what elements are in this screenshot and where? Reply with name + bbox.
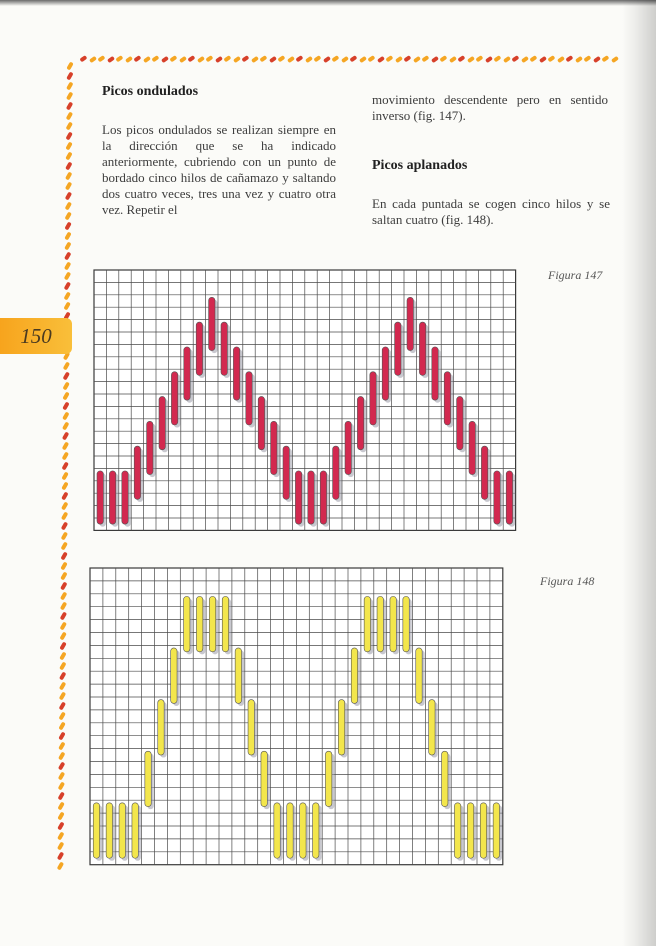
rope-segment xyxy=(64,262,71,271)
rope-segment xyxy=(79,55,87,62)
page-gutter-shadow xyxy=(622,0,656,946)
stitch xyxy=(338,700,344,755)
rope-segment xyxy=(583,55,591,62)
figure-148-grid xyxy=(90,568,503,865)
rope-segment xyxy=(66,122,73,131)
stitch xyxy=(467,803,473,858)
rope-segment xyxy=(421,55,429,62)
rope-segment xyxy=(65,142,72,151)
stitch xyxy=(222,596,228,651)
rope-segment xyxy=(529,55,537,62)
rope-segment xyxy=(277,55,285,62)
stitch xyxy=(370,372,376,425)
rope-segment xyxy=(60,592,67,601)
stitch xyxy=(419,322,425,375)
stitch xyxy=(432,347,438,400)
rope-segment xyxy=(59,692,66,701)
stitch xyxy=(258,396,264,449)
rope-segment xyxy=(313,55,321,62)
stitch xyxy=(209,297,215,350)
stitch xyxy=(457,396,463,449)
rope-border-left xyxy=(57,62,74,871)
rope-segment xyxy=(62,452,69,461)
stitch xyxy=(377,596,383,651)
stitch xyxy=(271,421,277,474)
rope-segment xyxy=(60,582,67,591)
rope-segment xyxy=(65,182,72,191)
rope-segment xyxy=(59,642,66,651)
page-number-tab xyxy=(0,318,72,354)
rope-segment xyxy=(60,622,67,631)
rope-segment xyxy=(547,55,555,62)
rope-segment xyxy=(62,442,69,451)
rope-segment xyxy=(58,792,65,801)
rope-segment xyxy=(467,56,475,63)
rope-segment xyxy=(169,55,177,62)
stitch xyxy=(333,446,339,499)
stitch xyxy=(469,421,475,474)
rope-segment xyxy=(58,752,65,761)
rope-segment xyxy=(62,412,69,421)
stitch xyxy=(246,372,252,425)
rope-segment xyxy=(341,56,349,63)
rope-segment xyxy=(151,55,159,62)
rope-segment xyxy=(143,56,151,63)
stitch xyxy=(93,803,99,858)
stitch xyxy=(454,803,460,858)
stitch xyxy=(235,648,241,703)
stitch xyxy=(132,803,138,858)
figure-147-caption: Figura 147 xyxy=(548,268,603,282)
rope-segment xyxy=(66,112,73,121)
rope-segment xyxy=(97,55,105,62)
rope-segment xyxy=(58,742,65,751)
rope-segment xyxy=(63,302,70,311)
stitch xyxy=(429,700,435,755)
rope-segment xyxy=(60,562,67,571)
rope-segment xyxy=(57,842,64,851)
stitch xyxy=(184,347,190,400)
paragraph-continuation: movimiento descendente pero en sentido inverso (fig. 147). xyxy=(372,92,608,123)
stitch xyxy=(494,471,500,524)
rope-segment xyxy=(107,56,115,63)
rope-segment xyxy=(575,56,583,63)
rope-segment xyxy=(57,802,64,811)
stitch xyxy=(506,471,512,524)
stitch xyxy=(480,803,486,858)
rope-segment xyxy=(62,392,69,401)
stitch xyxy=(184,596,190,651)
stitch xyxy=(325,751,331,806)
rope-segment xyxy=(377,56,385,63)
rope-segment xyxy=(241,55,249,62)
stitch xyxy=(313,803,319,858)
rope-segment xyxy=(593,56,601,63)
rope-segment xyxy=(59,682,66,691)
stitch xyxy=(145,751,151,806)
rope-segment xyxy=(115,55,123,62)
stitch xyxy=(357,396,363,449)
stitch xyxy=(416,648,422,703)
rope-segment xyxy=(59,652,66,661)
rope-segment xyxy=(58,772,65,781)
rope-segment xyxy=(295,55,303,62)
stitch xyxy=(320,471,326,524)
rope-segment xyxy=(66,82,73,91)
paragraph-picos-aplanados: En cada puntada se cogen cinco hilos y se saltan cuatro (fig. 148). xyxy=(372,196,610,227)
stitch xyxy=(444,372,450,425)
rope-segment xyxy=(59,672,66,681)
rope-segment xyxy=(57,832,64,841)
rope-segment xyxy=(64,232,71,241)
stitch xyxy=(274,803,280,858)
rope-segment xyxy=(57,812,64,821)
rope-segment xyxy=(64,242,71,251)
rope-segment xyxy=(61,472,68,481)
rope-segment xyxy=(385,55,393,62)
rope-segment xyxy=(413,56,421,63)
rope-segment xyxy=(57,822,64,831)
rope-segment xyxy=(331,55,339,62)
stitch xyxy=(97,471,103,524)
rope-segment xyxy=(187,55,195,62)
rope-segment xyxy=(89,56,97,63)
paragraph-picos-ondulados: Los picos ondulados se realizan siempre en la dirección que se ha indicado anteriormente, cubriendo con un punto de bordado cinco hilos de cañamazo y saltando dos cuatro veces, tres una vez y cuatro otra vez. Repetir el xyxy=(102,122,336,217)
stitch xyxy=(481,446,487,499)
rope-segment xyxy=(58,712,65,721)
rope-segment xyxy=(133,55,141,62)
rope-segment xyxy=(179,56,187,63)
rope-segment xyxy=(64,282,71,291)
rope-segment xyxy=(61,532,68,541)
stitch xyxy=(171,648,177,703)
stitch xyxy=(134,446,140,499)
rope-segment xyxy=(58,782,65,791)
rope-segment xyxy=(66,62,73,71)
rope-segment xyxy=(64,222,71,231)
rope-segment xyxy=(503,56,511,63)
rope-segment xyxy=(61,482,68,491)
rope-segment xyxy=(305,56,313,63)
stitch xyxy=(395,322,401,375)
page-number: 150 xyxy=(20,324,52,348)
rope-segment xyxy=(323,56,331,63)
figure-147-canvas xyxy=(92,266,518,548)
section-heading-picos-ondulados: Picos ondulados xyxy=(102,84,199,99)
rope-segment xyxy=(251,56,259,63)
rope-segment xyxy=(61,492,68,501)
stitch xyxy=(390,596,396,651)
rope-segment xyxy=(565,55,573,62)
rope-segment xyxy=(63,362,70,371)
stitch xyxy=(159,396,165,449)
stitch xyxy=(295,471,301,524)
rope-segment xyxy=(61,502,68,511)
rope-segment xyxy=(64,212,71,221)
rope-segment xyxy=(485,56,493,63)
rope-segment xyxy=(57,852,64,861)
rope-segment xyxy=(161,56,169,63)
rope-segment xyxy=(511,55,519,62)
rope-segment xyxy=(197,56,205,63)
stitch xyxy=(109,471,115,524)
stitch xyxy=(171,372,177,425)
rope-segment xyxy=(66,92,73,101)
stitch xyxy=(407,297,413,350)
rope-segment xyxy=(62,382,69,391)
rope-segment xyxy=(58,722,65,731)
rope-segment xyxy=(65,192,72,201)
rope-segment xyxy=(349,55,357,62)
rope-segment xyxy=(539,56,547,63)
rope-segment xyxy=(64,252,71,261)
stitch xyxy=(196,596,202,651)
stitch xyxy=(248,700,254,755)
rope-segment xyxy=(493,55,501,62)
rope-segment xyxy=(65,162,72,171)
rope-segment xyxy=(65,172,72,181)
stitch xyxy=(493,803,499,858)
stitch xyxy=(261,751,267,806)
rope-segment xyxy=(60,552,67,561)
stitch xyxy=(196,322,202,375)
rope-segment xyxy=(611,56,619,63)
rope-segment xyxy=(65,202,72,211)
rope-segment xyxy=(62,422,69,431)
rope-segment xyxy=(449,56,457,63)
stitch xyxy=(287,803,293,858)
stitch xyxy=(221,322,227,375)
rope-segment xyxy=(65,152,72,161)
rope-segment xyxy=(59,702,66,711)
rope-segment xyxy=(59,662,66,671)
rope-segment xyxy=(215,56,223,63)
stitch xyxy=(283,446,289,499)
rope-segment xyxy=(63,372,70,381)
rope-segment xyxy=(287,56,295,63)
rope-segment xyxy=(439,55,447,62)
rope-segment xyxy=(205,55,213,62)
rope-segment xyxy=(66,72,73,81)
rope-segment xyxy=(66,102,73,111)
rope-segment xyxy=(64,292,71,301)
stitch xyxy=(122,471,128,524)
rope-segment xyxy=(61,462,68,471)
rope-segment xyxy=(57,862,64,871)
stitch xyxy=(308,471,314,524)
stitch xyxy=(106,803,112,858)
rope-border-top xyxy=(79,55,619,63)
rope-segment xyxy=(601,55,609,62)
rope-segment xyxy=(233,56,241,63)
stitch xyxy=(364,596,370,651)
rope-segment xyxy=(61,522,68,531)
rope-segment xyxy=(62,432,69,441)
rope-segment xyxy=(395,56,403,63)
rope-segment xyxy=(58,762,65,771)
rope-segment xyxy=(521,56,529,63)
stitch xyxy=(403,596,409,651)
stitch xyxy=(158,700,164,755)
rope-segment xyxy=(223,55,231,62)
stitch xyxy=(345,421,351,474)
rope-segment xyxy=(367,55,375,62)
rope-segment xyxy=(269,56,277,63)
stitch xyxy=(119,803,125,858)
stitch xyxy=(300,803,306,858)
rope-segment xyxy=(557,56,565,63)
rope-segment xyxy=(60,572,67,581)
stitch xyxy=(147,421,153,474)
figure-148-canvas xyxy=(88,566,504,870)
rope-segment xyxy=(61,542,68,551)
rope-segment xyxy=(359,56,367,63)
rope-segment xyxy=(61,512,68,521)
rope-segment xyxy=(60,602,67,611)
stitch xyxy=(442,751,448,806)
rope-segment xyxy=(62,402,69,411)
rope-segment xyxy=(64,272,71,281)
rope-segment xyxy=(431,56,439,63)
stitch xyxy=(351,648,357,703)
rope-segment xyxy=(403,55,411,62)
rope-segment xyxy=(457,55,465,62)
figure-148-caption: Figura 148 xyxy=(540,574,595,588)
rope-segment xyxy=(65,132,72,141)
rope-segment xyxy=(59,632,66,641)
rope-segment xyxy=(60,612,67,621)
section-heading-picos-aplanados: Picos aplanados xyxy=(372,158,468,173)
stitch xyxy=(382,347,388,400)
stitch xyxy=(233,347,239,400)
rope-segment xyxy=(259,55,267,62)
rope-segment xyxy=(58,732,65,741)
rope-segment xyxy=(125,56,133,63)
stitch xyxy=(209,596,215,651)
rope-segment xyxy=(475,55,483,62)
